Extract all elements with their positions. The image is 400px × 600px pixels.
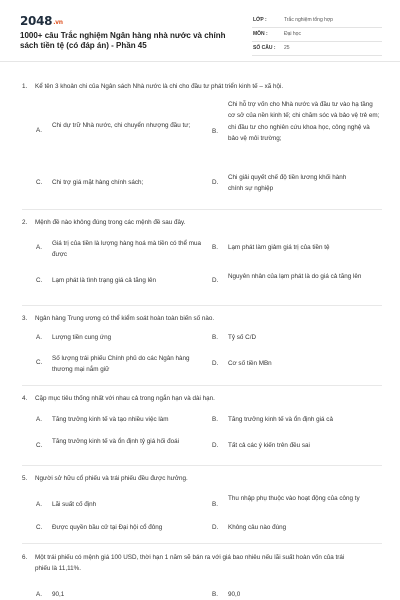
option-text: Tăng trưởng kinh tế và ổn định tỷ giá hối đoái xyxy=(52,438,180,445)
question-number: 4. xyxy=(22,395,28,402)
option-letter: C. xyxy=(36,359,43,366)
option-letter: B. xyxy=(212,591,218,598)
option-letter: C. xyxy=(36,442,43,449)
option-text: Chi dự trữ Nhà nước, chi chuyển nhượng đầu tư; xyxy=(52,122,191,129)
question-number: 2. xyxy=(22,219,28,226)
meta-panel xyxy=(252,14,382,56)
meta-key: LỚP : xyxy=(253,17,267,23)
logo-brand: 2048 xyxy=(20,14,53,28)
option-letter: C. xyxy=(36,277,43,284)
option-letter: A. xyxy=(36,127,42,134)
question-text: 6. Một trái phiếu có mệnh giá 100 USD, thời hạn 1 năm sẽ bán ra với giá bao nhiêu nếu lãi suất hoàn vốn của trái phiếu là 11,11%. xyxy=(22,554,345,572)
question-item xyxy=(22,544,382,600)
site-logo[interactable] xyxy=(20,14,63,28)
option-text: 90,0 xyxy=(228,591,241,598)
page-header xyxy=(0,0,400,62)
option-letter: C. xyxy=(36,524,43,531)
question-text: 3. Ngân hàng Trung ương có thể kiểm soát hoàn toàn biến số nào. xyxy=(22,315,215,322)
question-item xyxy=(22,306,382,386)
option-letter: C. xyxy=(36,179,43,186)
option-text: Thu nhập phụ thuộc vào hoạt động của công ty xyxy=(228,495,360,502)
option-letter: D. xyxy=(212,277,219,284)
option-text: Tăng trưởng kinh tế và ổn định giá cả xyxy=(228,416,333,423)
question-number: 3. xyxy=(22,315,28,322)
question-text: 2. Mệnh đề nào không đúng trong các mệnh đề sau đây. xyxy=(22,219,186,226)
option-letter: B. xyxy=(212,416,218,423)
option-text: Tỷ số C/D xyxy=(228,334,256,341)
question-number: 5. xyxy=(22,475,28,482)
logo-tld: .vn xyxy=(53,19,63,26)
meta-value: 25 xyxy=(284,45,290,51)
option-text: Cơ số tiền MBn xyxy=(228,360,272,367)
question-list xyxy=(22,80,382,600)
meta-row-count xyxy=(252,42,382,56)
option-text: Lạm phát làm giảm giá trị của tiền tệ xyxy=(228,244,330,251)
option-letter: A. xyxy=(36,416,42,423)
option-text: Số lượng trái phiếu Chính phủ do các Ngân hàng thương mại nắm giữ xyxy=(52,355,190,373)
option-letter: D. xyxy=(212,524,219,531)
option-letter: A. xyxy=(36,501,42,508)
option-text: Lãi suất cố định xyxy=(52,501,97,508)
option-text: Nguyên nhân của lạm phát là do giá cả tăng lên xyxy=(228,273,362,280)
option-text: Tăng trưởng kinh tế và tạo nhiều việc làm xyxy=(52,416,169,423)
meta-key: SỐ CÂU : xyxy=(253,45,276,51)
question-item xyxy=(22,386,382,466)
option-letter: A. xyxy=(36,591,42,598)
option-letter: B. xyxy=(212,501,218,508)
option-letter: A. xyxy=(36,334,42,341)
option-text: Không câu nào đúng xyxy=(228,524,287,531)
question-item xyxy=(22,80,382,210)
option-letter: D. xyxy=(212,179,219,186)
option-letter: B. xyxy=(212,334,218,341)
option-letter: B. xyxy=(212,244,218,251)
option-text: Được quyền bầu cử tại Đại hội cổ đông xyxy=(52,524,163,531)
option-text: Lượng tiền cung ứng xyxy=(52,334,112,341)
meta-value: Đại học xyxy=(284,31,301,37)
question-text: 5. Người sở hữu cổ phiếu và trái phiếu đều được hưởng. xyxy=(22,475,188,482)
meta-key: MÔN : xyxy=(253,31,268,37)
meta-row-class xyxy=(252,14,382,28)
option-text: Chi giải quyết chế độ tiền lương khối hành chính sự nghiệp xyxy=(228,174,347,192)
meta-value: Trắc nghiệm tổng hợp xyxy=(284,17,333,23)
question-number: 1. xyxy=(22,83,28,90)
option-text: Giá trị của tiền là lượng hàng hoá mà tiền có thể mua được xyxy=(52,240,202,258)
question-number: 6. xyxy=(22,554,28,561)
option-text: 90,1 xyxy=(52,591,65,598)
question-item xyxy=(22,466,382,544)
question-item xyxy=(22,210,382,306)
question-text: 1. Kể tên 3 khoản chi của Ngân sách Nhà nước là chi cho đầu tư phát triển kinh tế – xã hội. xyxy=(22,83,284,90)
option-letter: D. xyxy=(212,360,219,367)
document-title: 1000+ câu Trắc nghiệm Ngân hàng nhà nước và chính sách tiền tệ (có đáp án) - Phần 45 xyxy=(20,31,226,50)
option-text: Tất cả các ý kiến trên đều sai xyxy=(228,442,310,449)
option-letter: A. xyxy=(36,244,42,251)
option-text: Chi hỗ trợ vốn cho Nhà nước và đầu tư vào hạ tầng cơ sở của nền kinh tế; chi chăm sóc và bảo vệ trẻ em; chi đầu tư cho nghiên cứu khoa học, công nghệ và bảo vệ môi trường; xyxy=(228,101,380,142)
option-text: Lạm phát là tình trạng giá cả tăng lên xyxy=(52,277,156,284)
option-letter: D. xyxy=(212,442,219,449)
option-letter: B. xyxy=(212,128,218,135)
question-text: 4. Cặp mục tiêu thống nhất với nhau cả trong ngắn hạn và dài hạn. xyxy=(22,395,215,402)
meta-row-subject xyxy=(252,28,382,42)
option-text: Chi trợ giá mặt hàng chính sách; xyxy=(52,179,144,186)
